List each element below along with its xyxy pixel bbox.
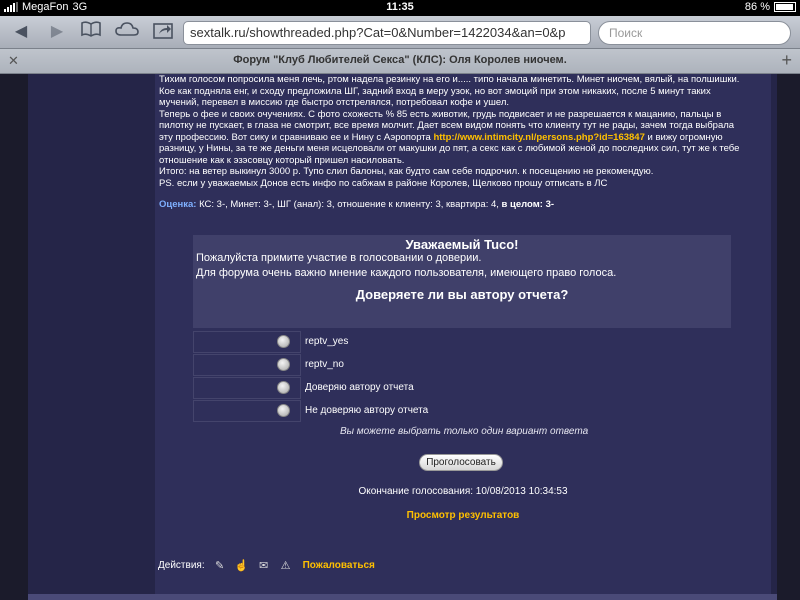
post-line: Тихим голосом попросила меня лечь, ртом надела резинку на его и..... типо начала минетить. Минет ниочем, вялый, на полшишки. xyxy=(159,74,740,85)
radio-reptv-no[interactable] xyxy=(277,358,290,371)
post-line: Кое как подняла енг, и сходу предложила ШГ, задний вход в меру узок, но вот эмоций при этом никаких, после 5 минут таких xyxy=(159,85,711,97)
tab-title[interactable]: Форум "Клуб Любителей Секса" (КЛС): Оля Королев ниочем. xyxy=(233,54,567,66)
share-icon[interactable] xyxy=(150,21,176,43)
post-actions xyxy=(158,559,375,573)
post-line: мучений, перевел в миссию где быстро отстрелялся, потребовал кофе и ушел. xyxy=(159,97,510,108)
status-bar xyxy=(0,0,800,16)
profile-link[interactable]: http://www.intimcity.nl/persons.php?id=163847 xyxy=(433,131,645,143)
radio-reptv-yes[interactable] xyxy=(277,335,290,348)
complain-link[interactable]: Пожаловаться xyxy=(302,560,375,572)
post-content xyxy=(155,74,771,600)
option-label[interactable]: Доверяю автору отчета xyxy=(305,382,414,393)
poll-question: Доверяете ли вы автору отчета? xyxy=(355,286,569,302)
radio-distrust[interactable] xyxy=(277,404,290,417)
poll-text-2: Для форума очень важно мнение каждого пользователя, имеющего право голоса. xyxy=(196,266,617,279)
battery-icon xyxy=(774,2,796,12)
search-input[interactable]: Поиск xyxy=(598,21,791,45)
rating-total: в целом: 3- xyxy=(501,199,555,210)
bookmarks-icon[interactable] xyxy=(78,21,104,43)
close-tab-icon[interactable]: ✕ xyxy=(8,53,19,68)
web-page xyxy=(0,74,800,600)
right-column xyxy=(771,74,777,600)
icloud-tabs-icon[interactable] xyxy=(114,21,140,43)
view-results-link[interactable]: Просмотр результатов xyxy=(406,510,520,521)
post-line: эту профессию. Вот сику и сравниваю ее и Нину с Аэропорта xyxy=(159,131,431,143)
url-field[interactable] xyxy=(183,21,591,45)
report-icon[interactable]: ⚠ xyxy=(280,560,291,572)
radio-trust[interactable] xyxy=(277,381,290,394)
option-label[interactable]: Не доверяю автору отчета xyxy=(305,405,429,416)
poll-hint: Вы можете выбрать только один вариант ответа xyxy=(340,426,589,437)
post-line-tail: и вижу огромную xyxy=(644,131,723,143)
poll-text-1: Пожалуйста примите участие в голосовании о доверии. xyxy=(196,251,482,264)
carrier: MegaFon xyxy=(22,1,69,13)
new-tab-icon[interactable]: + xyxy=(781,50,792,70)
poll-end-time: Окончание голосования: 10/08/2013 10:34:53 xyxy=(358,486,568,497)
clock: 11:35 xyxy=(386,1,414,13)
url-text: sextalk.ru/showthreaded.php?Cat=0&Number=1422034&an=0&p xyxy=(190,25,566,40)
browser-toolbar xyxy=(0,16,800,49)
reply-icon[interactable]: ☝ xyxy=(234,560,249,572)
post-line: Теперь о фее и своих очучениях. С фото схожесть % 85 есть животик, грудь подвисает и не разрешается к мацанию, пальцы в xyxy=(159,108,722,120)
post-line: PS. если у уважаемых Донов есть инфо по сабжам в районе Королев, Щелково прошу отписать в ЛС xyxy=(159,177,608,189)
rating-line xyxy=(159,199,767,211)
post-line: пилотку не пускает, в глаза не смотрит, все время молчит. Дает всем видом понять что клиенту тут не рады, зачем тогда выбрала xyxy=(159,120,735,131)
network-type: 3G xyxy=(72,1,88,13)
vote-button[interactable]: Проголосовать xyxy=(419,454,503,471)
post-line-with-link xyxy=(159,132,767,144)
option-label[interactable]: reptv_yes xyxy=(305,336,349,347)
forward-arrow-icon[interactable]: ▶ xyxy=(50,23,64,40)
rating-label: Оценка: xyxy=(159,199,197,210)
tab-bar xyxy=(0,49,800,74)
poll-box xyxy=(193,235,731,328)
back-arrow-icon[interactable]: ◀ xyxy=(14,23,28,40)
notify-icon[interactable]: ✉ xyxy=(258,560,269,572)
rating-text: КС: 3-, Минет: 3-, ШГ (анал): 3, отношение к клиенту: 3, квартира: 4, xyxy=(196,199,502,210)
edit-icon[interactable]: ✎ xyxy=(214,560,225,572)
option-label[interactable]: reptv_no xyxy=(305,359,344,370)
post-line: Итого: на ветер выкинул 3000 р. Тупо слил балоны, как будто сам себе подрочил. к посещению не рекомендую. xyxy=(159,166,654,177)
battery-percent: 86 % xyxy=(744,1,770,13)
poll-greeting: Уважаемый Tuco! xyxy=(405,237,519,252)
actions-label: Действия: xyxy=(158,560,205,572)
left-column xyxy=(28,74,155,600)
post-line: отношение как к эзэсовцу который пришел насиловать. xyxy=(159,154,405,166)
post-body xyxy=(159,74,767,189)
next-post-header xyxy=(28,594,777,600)
post-line: разницу, у Нины, за те же деньги меня исцеловали от макушки до пят, а секс как с любимой женой до последних сил, тут же к тебе xyxy=(159,143,740,154)
